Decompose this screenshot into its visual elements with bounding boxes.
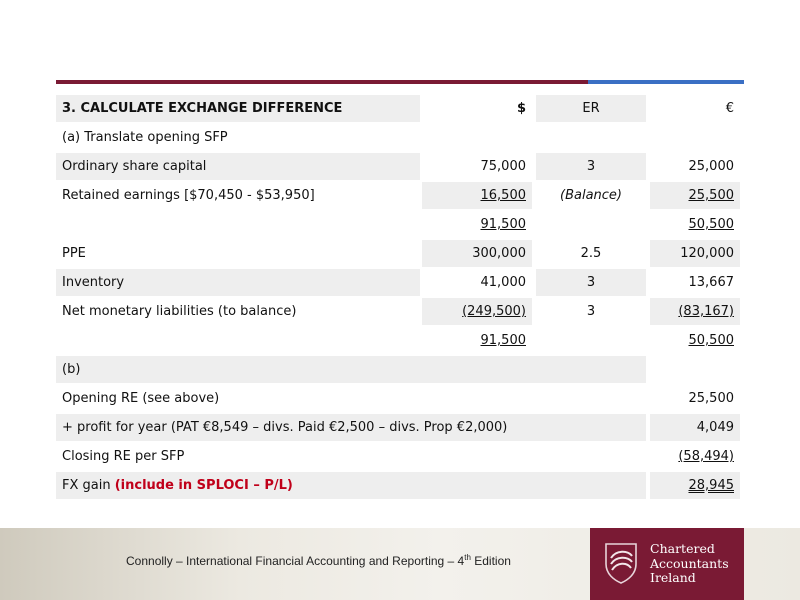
row-label: PPE <box>62 246 86 261</box>
row-eur: 4,049 <box>650 414 740 441</box>
empty-cell <box>536 443 646 470</box>
table-row <box>56 413 740 442</box>
row-label: Closing RE per SFP <box>62 449 185 464</box>
fx-gain-value <box>650 472 740 499</box>
row-er <box>536 327 646 354</box>
row-eur <box>650 211 740 238</box>
row-usd: 41,000 <box>480 275 526 290</box>
shield-icon <box>604 542 638 584</box>
fx-gain-row <box>56 471 740 500</box>
row-er: 3 <box>536 153 646 180</box>
row-er: (Balance) <box>560 188 622 203</box>
row-er: 3 <box>536 269 646 296</box>
section-b-row <box>56 355 740 384</box>
empty-cell <box>422 124 532 151</box>
footer-text-main: Connolly – International Financial Accounting and Reporting – 4 <box>126 554 465 568</box>
row-eur: 25,000 <box>688 159 734 174</box>
logo-line: Chartered <box>650 541 715 556</box>
row-eur <box>650 327 740 354</box>
empty-cell <box>536 124 646 151</box>
row-eur-value: (83,167) <box>678 304 734 319</box>
fx-gain-label <box>56 472 646 499</box>
table-title: 3. CALCULATE EXCHANGE DIFFERENCE <box>56 95 420 122</box>
logo-line: Accountants <box>650 555 729 571</box>
table-row <box>56 239 740 268</box>
header-rule-blue <box>588 80 744 84</box>
row-label: + profit for year (PAT €8,549 – divs. Paid €2,500 – divs. Prop €2,000) <box>56 414 646 441</box>
row-eur: 25,500 <box>688 391 734 406</box>
row-label: Retained earnings [$70,450 - $53,950] <box>62 188 315 203</box>
logo-wordmark <box>650 542 729 586</box>
row-usd <box>422 182 532 209</box>
exchange-difference-table <box>56 94 740 500</box>
table-row <box>56 297 740 326</box>
header-usd: $ <box>516 101 526 116</box>
empty-cell <box>422 443 532 470</box>
table-row <box>56 152 740 181</box>
table-row <box>56 442 740 471</box>
table-row <box>56 268 740 297</box>
row-er: 2.5 <box>580 246 602 261</box>
fx-gain-amount: 28,945 <box>688 478 734 493</box>
row-eur-value: 25,500 <box>688 188 734 203</box>
header-row <box>56 94 740 123</box>
row-eur-value: 50,500 <box>688 217 734 232</box>
row-eur: 13,667 <box>688 275 734 290</box>
row-usd-value: (249,500) <box>462 304 526 319</box>
row-eur-value: 50,500 <box>688 333 734 348</box>
row-label <box>56 327 420 354</box>
row-usd: 75,000 <box>480 159 526 174</box>
row-label: Opening RE (see above) <box>62 391 220 406</box>
table-row <box>56 181 740 210</box>
row-usd: 300,000 <box>422 240 532 267</box>
section-a-title: (a) Translate opening SFP <box>62 130 228 145</box>
row-label: Inventory <box>56 269 420 296</box>
row-label <box>56 211 420 238</box>
row-usd <box>422 298 532 325</box>
row-er <box>536 211 646 238</box>
row-label: Net monetary liabilities (to balance) <box>62 304 297 319</box>
table-row <box>56 326 740 355</box>
row-usd-value: 16,500 <box>480 188 526 203</box>
chartered-accountants-logo <box>590 528 744 600</box>
row-label: Ordinary share capital <box>56 153 420 180</box>
fx-label-text: FX gain <box>62 478 115 493</box>
header-rule-red <box>56 80 588 84</box>
footer-text-edition: Edition <box>470 554 511 568</box>
row-usd <box>422 327 532 354</box>
fx-note: (include in SPLOCI – P/L) <box>114 478 293 493</box>
row-usd-value: 91,500 <box>480 217 526 232</box>
empty-cell <box>422 385 532 412</box>
row-eur <box>650 298 740 325</box>
footer-citation <box>126 553 511 568</box>
section-a-row <box>56 123 740 152</box>
table-row <box>56 210 740 239</box>
row-usd <box>422 211 532 238</box>
empty-cell <box>650 356 740 383</box>
row-eur-value: (58,494) <box>678 449 734 464</box>
logo-line: Ireland <box>650 570 696 585</box>
empty-cell <box>650 124 740 151</box>
section-b-title: (b) <box>56 356 646 383</box>
row-eur <box>650 443 740 470</box>
row-usd-value: 91,500 <box>480 333 526 348</box>
footer-sup: th <box>464 553 471 562</box>
row-eur <box>650 182 740 209</box>
header-eur: € <box>725 101 734 116</box>
header-er: ER <box>536 95 646 122</box>
table-row <box>56 384 740 413</box>
row-eur: 120,000 <box>650 240 740 267</box>
empty-cell <box>536 385 646 412</box>
row-er: 3 <box>586 304 596 319</box>
